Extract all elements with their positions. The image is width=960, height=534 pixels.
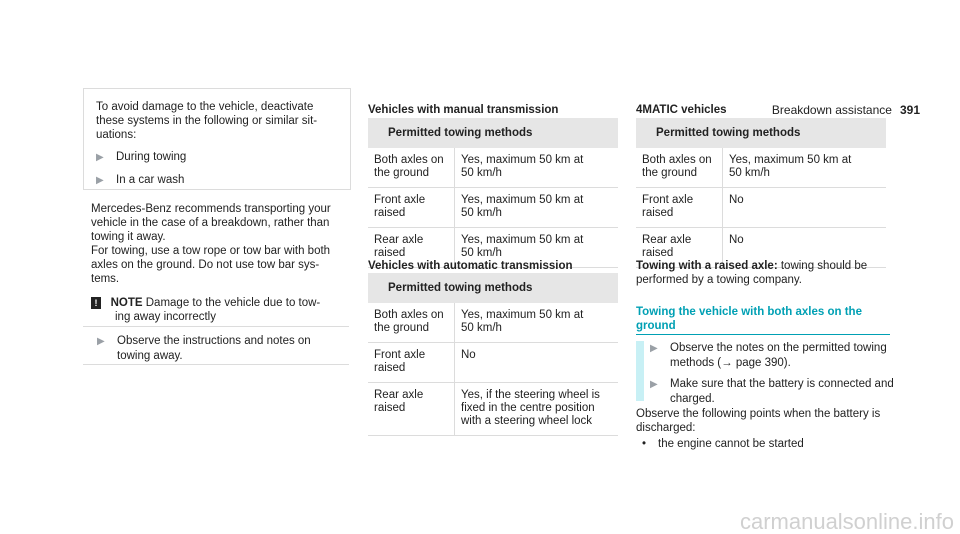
list-item-label: Observe the instructions and notes on xyxy=(117,335,311,347)
step-text: Make sure that the battery is connected and xyxy=(670,378,894,390)
list-item-label: the engine cannot be started xyxy=(658,438,804,450)
info-box xyxy=(83,88,351,190)
list-item-label: During towing xyxy=(116,151,187,163)
cell: Yes, if the steering wheel is xyxy=(461,389,600,401)
text-line: tems. xyxy=(91,273,120,285)
arrow-icon: ▶ xyxy=(650,343,658,354)
cell: raised xyxy=(374,402,406,414)
text-line: axles on the ground. Do not use tow bar sys- xyxy=(91,259,320,271)
raised-text: performed by a towing company. xyxy=(636,274,802,286)
cell: Yes, maximum 50 km at xyxy=(461,194,584,206)
table-row xyxy=(368,188,618,228)
table-header: Permitted towing methods xyxy=(368,118,618,148)
table-row xyxy=(368,148,618,188)
text-line: Mercedes-Benz recommends transporting your xyxy=(91,203,331,215)
table-row xyxy=(368,303,618,343)
cell: No xyxy=(729,234,744,246)
cell: raised xyxy=(374,362,406,374)
cell: 50 km/h xyxy=(461,207,502,219)
intro-line: To avoid damage to the vehicle, deactivate xyxy=(96,101,314,113)
list-item xyxy=(97,334,347,363)
arrow-icon: ▶ xyxy=(97,336,105,347)
notice-title: NOTE xyxy=(110,297,143,309)
section-rule xyxy=(636,334,890,335)
table-header: Permitted towing methods xyxy=(636,118,886,148)
cell: Yes, maximum 50 km at xyxy=(461,309,584,321)
observe-text xyxy=(636,407,896,451)
text-line: Observe the following points when the battery is xyxy=(636,408,881,420)
section-heading: 4MATIC vehicles xyxy=(636,104,727,116)
cell: Front axle xyxy=(642,194,694,206)
cell: the ground xyxy=(374,167,429,179)
warning-icon: ! xyxy=(91,297,101,309)
section-title xyxy=(636,305,890,333)
list-item xyxy=(96,150,346,165)
section-heading: Vehicles with automatic transmission xyxy=(368,260,573,272)
table-row xyxy=(636,188,886,228)
cell: fixed in the centre position xyxy=(461,402,595,414)
text-line: For towing, use a tow rope or tow bar with both xyxy=(91,245,331,257)
list-item xyxy=(636,437,896,451)
raised-text: towing should be xyxy=(780,260,868,272)
4matic-table xyxy=(636,118,886,268)
manual-table xyxy=(368,118,618,268)
list-item xyxy=(96,173,346,188)
cell: Rear axle xyxy=(642,234,692,246)
automatic-table xyxy=(368,273,618,436)
raised-label: Towing with a raised axle: xyxy=(636,260,778,272)
notice-text: ing away incorrectly xyxy=(115,311,216,323)
section-heading: Vehicles with manual transmission xyxy=(368,104,559,116)
cell: raised xyxy=(374,207,406,219)
cell: the ground xyxy=(374,322,429,334)
table-row xyxy=(368,343,618,383)
raised-axle-text xyxy=(636,259,896,287)
cell: Yes, maximum 50 km at xyxy=(461,234,584,246)
cell: Yes, maximum 50 km at xyxy=(729,154,852,166)
cell: Front axle xyxy=(374,194,426,206)
cell: Rear axle xyxy=(374,234,424,246)
text-line: vehicle in the case of a breakdown, rather than xyxy=(91,217,330,229)
cell: Yes, maximum 50 km at xyxy=(461,154,584,166)
step-item xyxy=(650,341,900,356)
page-header xyxy=(772,103,920,117)
cell: with a steering wheel lock xyxy=(461,415,593,427)
text-line: towing it away. xyxy=(91,231,166,243)
arrow-icon: ▶ xyxy=(650,379,658,390)
bullet-icon: • xyxy=(642,438,647,450)
notice-box xyxy=(83,292,349,365)
cell: No xyxy=(729,194,744,206)
cell: Both axles on xyxy=(374,309,444,321)
arrow-icon: ▶ xyxy=(96,152,104,163)
section-title: Breakdown assistance xyxy=(771,103,892,117)
notice-heading xyxy=(91,296,347,310)
step-text: Observe the notes on the permitted towing xyxy=(670,342,887,354)
table-header: Permitted towing methods xyxy=(368,273,618,303)
cell: 50 km/h xyxy=(461,322,502,334)
intro-line: these systems in the following or similar sit- xyxy=(96,115,318,127)
cell: the ground xyxy=(642,167,697,179)
section-title-line: ground xyxy=(636,320,676,332)
cell: 50 km/h xyxy=(729,167,770,179)
cell: raised xyxy=(642,207,674,219)
cell: raised xyxy=(374,247,406,259)
list-item-label: towing away. xyxy=(117,350,183,362)
cell: Front axle xyxy=(374,349,426,361)
cell: 50 km/h xyxy=(461,167,502,179)
cell: Both axles on xyxy=(642,154,712,166)
paragraph xyxy=(91,202,351,286)
step-bar xyxy=(636,341,644,401)
cell: Rear axle xyxy=(374,389,424,401)
step-item xyxy=(650,377,900,392)
step-text: charged. xyxy=(670,393,715,405)
notice-text: Damage to the vehicle due to tow- xyxy=(145,297,321,309)
cell: 50 km/h xyxy=(461,247,502,259)
arrow-icon: ▶ xyxy=(96,175,104,186)
cell: Both axles on xyxy=(374,154,444,166)
cell: No xyxy=(461,349,476,361)
steps xyxy=(650,341,900,406)
table-row xyxy=(636,148,886,188)
list-item-label: In a car wash xyxy=(116,174,185,186)
text-line: discharged: xyxy=(636,422,696,434)
cell: raised xyxy=(642,247,674,259)
step-text: methods (→ page 390). xyxy=(670,357,791,369)
table-row xyxy=(368,383,618,436)
intro-line: uations: xyxy=(96,129,137,141)
section-title-line: Towing the vehicle with both axles on the xyxy=(636,306,862,318)
page-number: 391 xyxy=(899,103,920,117)
watermark: carmanualsonline.info xyxy=(739,509,954,534)
